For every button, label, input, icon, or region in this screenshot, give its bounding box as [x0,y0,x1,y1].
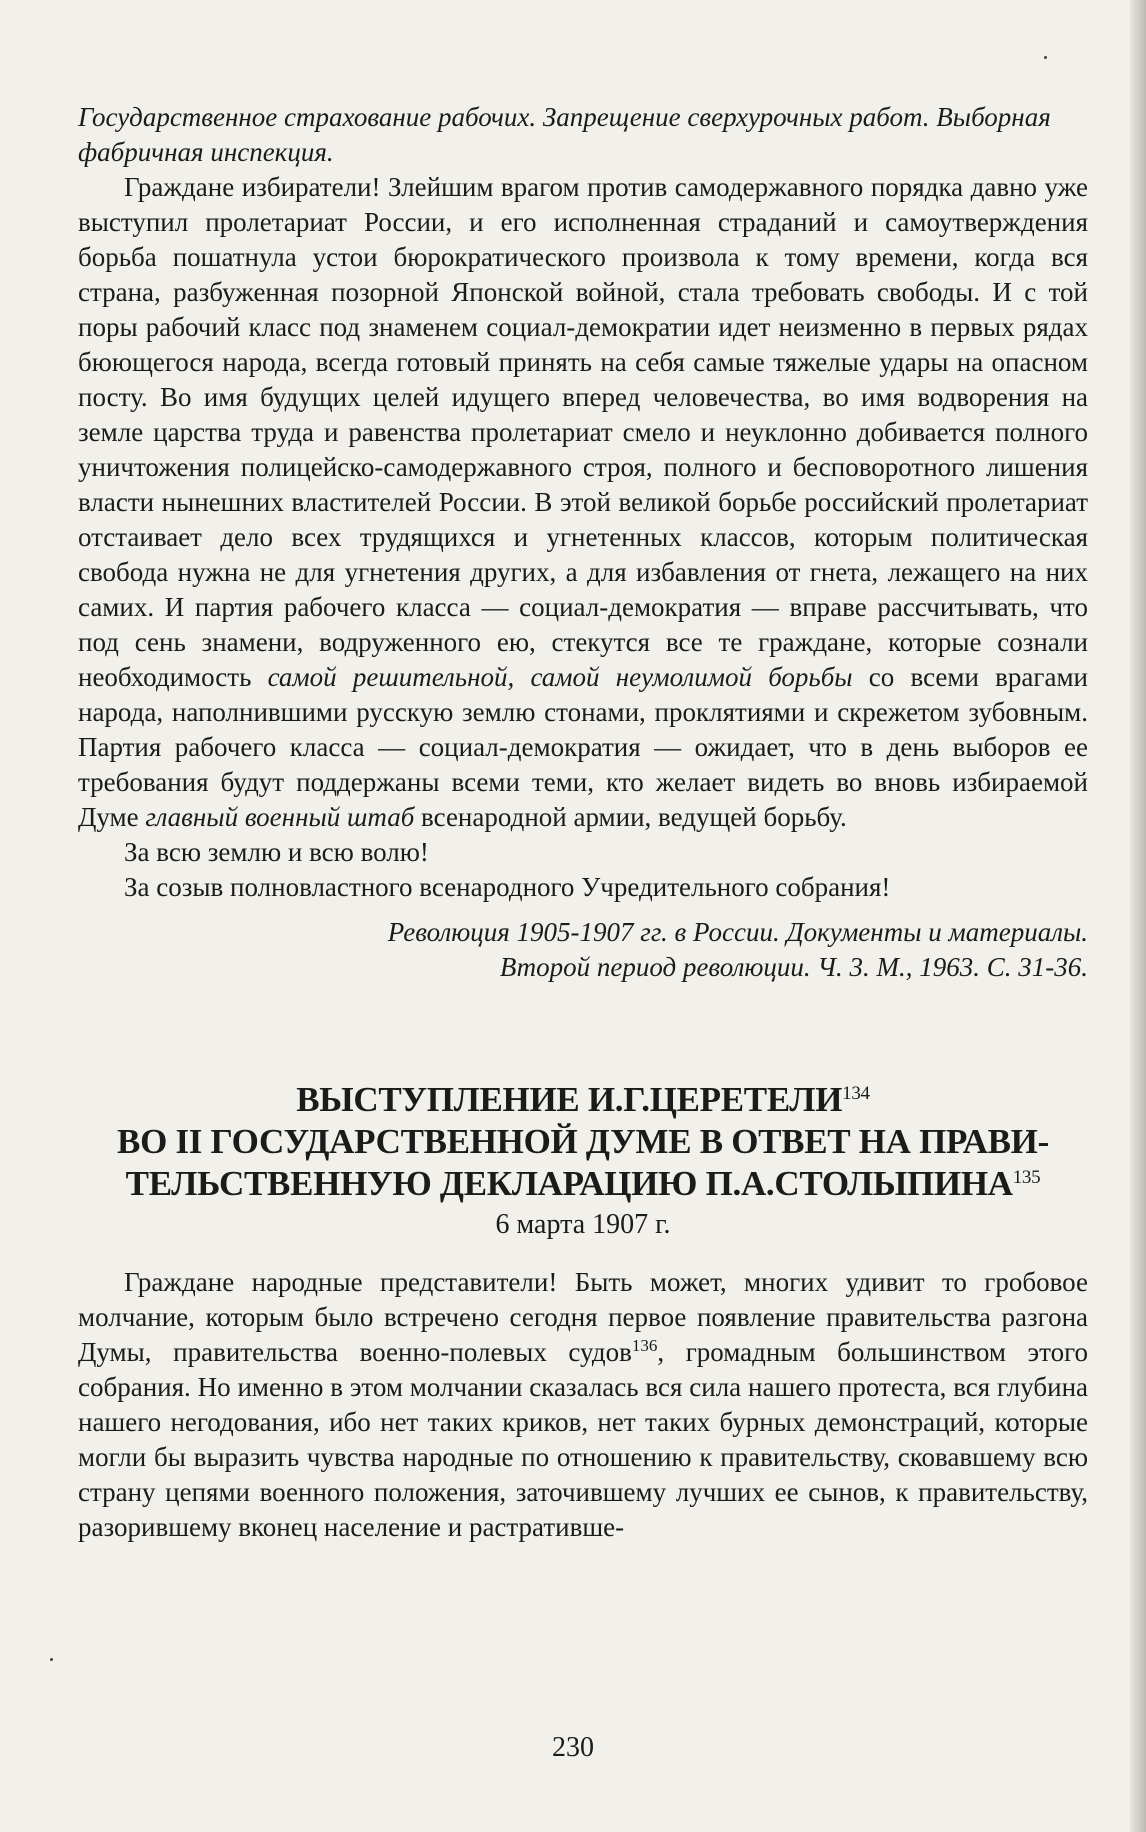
book-page [78,100,1088,1545]
heading-line [78,1079,1088,1121]
page-edge-shadow [1130,0,1146,1832]
source-line: Революция 1905-1907 гг. в России. Документы и материалы. [387,917,1088,947]
emphasis-text: главный военный штаб [145,802,415,832]
print-speck [50,1658,53,1661]
slogan-constituent-assembly: За созыв полновластного всенародного Учредительного собрания! [124,872,891,902]
paragraph-text: Граждане избиратели! Злейшим врагом против самодержавного порядка давно уже выступил пролетариат России, и его исполненная страданий и самоутверждения борьба пошатнула устои бюрократического произвола к тому времени, когда вся страна, разбуженная позорной Японской войной, стала требовать свободы. И с той поры рабочий класс под знаменем социал-демократии идет неизменно в первых рядах бюющегося народа, всегда готовый принять на себя самые тяжелые удары на опасном посту. Во имя будущих целей идущего вперед человечества, во имя водворения на земле царства труда и равенства пролетариат смело и неуклонно добивается полного уничтожения полицейско-самодержавного строя, полного и бесповоротного лишения власти нынешних властителей России. В этой великой борьбе российский пролетариат отстаивает дело всех трудящихся и угнетенных классов, которым политическая свобода нужна не для угнетения других, а для избавления от гнета, лежащего на них самих. И партия рабочего класса — социал-демократия — вправе рассчитывать, что под сень знамени, водруженного ею, стекутся все те граждане, которые сознали необходимость [78,172,1088,692]
paragraph-address-to-voters [78,170,1088,835]
paragraph-text: всенародной армии, ведущей борьбу. [414,802,847,832]
section-heading [78,1079,1088,1205]
paragraph-text: Граждане народные представители! Быть может, многих удивит то гробовое молчание, которым было встречено сегодня первое появление правительства разгона Думы, правительства военно-полевых судов [78,1267,1088,1367]
heading-line [78,1163,1088,1205]
heading-text: ТЕЛЬСТВЕННУЮ ДЕКЛАРАЦИЮ П.А.СТОЛЫПИНА [125,1164,1013,1203]
source-line: Второй период революции. Ч. 3. М., 1963. С. 31-36. [499,952,1088,982]
paragraph-text: , громадным большинством этого собрания. Но именно в этом молчании сказалась вся сила нашего протеста, вся глубина нашего негодования, ибо нет таких криков, нет таких бурных демонстраций, которые могли бы выразить чувства народные по отношению к правительству, сковавшему всю страну цепями военного положения, заточившему лучших ее сынов, к правительству, разорившему вконец население и растратившe- [78,1337,1088,1542]
source-citation [78,915,1088,985]
paragraph-text: со всеми врагами народа, наполнившими русскую землю стонами, проклятиями и скрежетом зубовным. Партия рабочего класса — социал-демократия — ожидает, что в день выборов ее требования будут поддержаны всеми теми, кто желает видеть во вновь избираемой Думе [78,662,1088,832]
heading-line: ВО II ГОСУДАРСТВЕННОЙ ДУМЕ В ОТВЕТ НА ПРАВИ- [117,1122,1049,1161]
paragraph-speech [78,1265,1088,1545]
print-speck [1044,56,1047,59]
page-number: 230 [552,1732,594,1763]
lead-italic-text: Государственное страхование рабочих. Запрещение сверхурочных работ. Выборная фабричная инспекция. [78,102,1051,167]
footnote-marker: 136 [631,1336,658,1355]
speech-date: 6 марта 1907 г. [495,1209,671,1240]
emphasis-text: самой решительной, самой неумолимой борьбы [267,662,853,692]
footnote-marker: 135 [1012,1167,1041,1188]
heading-text: ВЫСТУПЛЕНИЕ И.Г.ЦЕРЕТЕЛИ [296,1080,843,1119]
footnote-marker: 134 [842,1083,870,1104]
slogan-land-and-freedom: За всю землю и всю волю! [124,837,429,867]
